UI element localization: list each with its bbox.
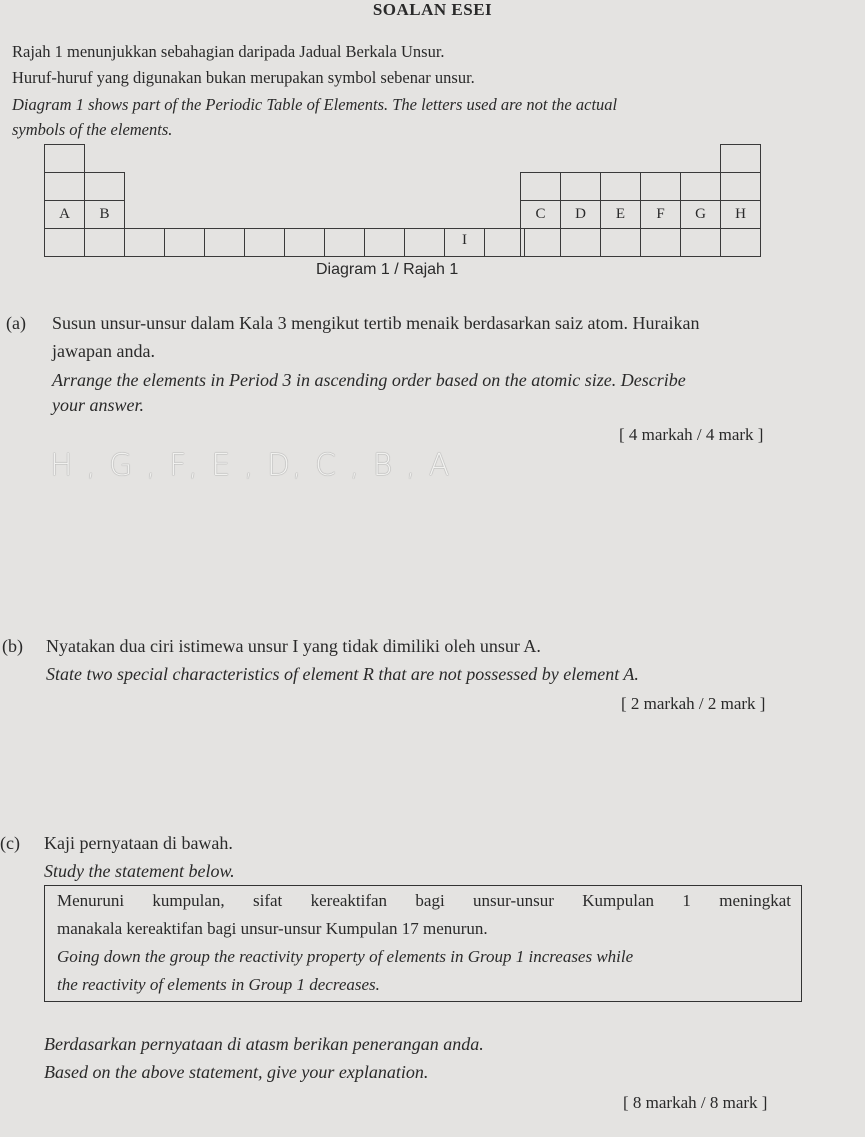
intro-ms-line1: Rajah 1 menunjukkan sebahagian daripada Jadual Berkala Unsur. [12, 42, 445, 61]
element-label-E: E [615, 206, 626, 222]
part-c-letter: (c) [0, 833, 20, 853]
table-cell [204, 228, 245, 257]
table-cell [600, 228, 641, 257]
table-cell [84, 228, 125, 257]
table-cell [720, 228, 761, 257]
statement-ms-line1: Menuruni kumpulan, sifat kereaktifan bagi unsur-unsur Kumpulan 1 meningkat [57, 891, 791, 910]
part-a-en-line2: your answer. [52, 395, 145, 415]
table-cell [244, 228, 285, 257]
part-a-marks: [ 4 markah / 4 mark ] [619, 425, 764, 444]
table-cell [44, 172, 85, 201]
table-cell [720, 144, 761, 173]
part-b-en-line: State two special characteristics of element R that are not possessed by element A. [46, 664, 639, 684]
table-cell [484, 228, 525, 257]
table-cell [520, 172, 561, 201]
part-a-ms-line2: jawapan anda. [52, 341, 155, 361]
element-label-G: G [695, 206, 706, 222]
table-cell [640, 228, 681, 257]
part-b-marks: [ 2 markah / 2 mark ] [621, 694, 766, 713]
diagram-caption: Diagram 1 / Rajah 1 [316, 261, 459, 278]
statement-box [44, 885, 802, 1002]
table-cell [124, 228, 165, 257]
intro-en-line2: symbols of the elements. [12, 120, 173, 139]
statement-en-line1: Going down the group the reactivity property of elements in Group 1 increases while [57, 947, 634, 966]
part-b-letter: (b) [2, 636, 23, 656]
part-c-ms-line: Kaji pernyataan di bawah. [44, 833, 233, 853]
table-cell-F [640, 200, 681, 229]
table-cell [520, 228, 561, 257]
table-cell-C [520, 200, 561, 229]
page-title: SOALAN ESEI [372, 0, 493, 19]
table-cell [640, 172, 681, 201]
statement-en-line2: the reactivity of elements in Group 1 decreases. [57, 975, 380, 994]
table-cell [284, 228, 325, 257]
element-label-F: F [656, 206, 665, 222]
statement-ms-line2: manakala kereaktifan bagi unsur-unsur Kumpulan 17 menurun. [57, 919, 488, 938]
intro-en-line1: Diagram 1 shows part of the Periodic Table of Elements. The letters used are not the actual [12, 95, 618, 114]
part-a-ms-line1: Susun unsur-unsur dalam Kala 3 mengikut tertib menaik berdasarkan saiz atom. Huraikan [52, 313, 700, 333]
table-cell [560, 172, 601, 201]
intro-ms-line2: Huruf-huruf yang digunakan bukan merupakan symbol sebenar unsur. [12, 68, 475, 87]
table-cell [680, 172, 721, 201]
part-c-ms-prompt: Berdasarkan pernyataan di atasm berikan penerangan anda. [44, 1034, 484, 1054]
table-cell [680, 228, 721, 257]
table-cell [560, 228, 601, 257]
element-label-B: B [99, 206, 110, 222]
element-label-C: C [535, 206, 546, 222]
table-cell [84, 172, 125, 201]
table-cell [44, 144, 85, 173]
table-cell-E [600, 200, 641, 229]
periodic-table-diagram [0, 0, 865, 280]
table-cell-I [444, 228, 485, 257]
element-label-A: A [59, 206, 70, 222]
table-cell [720, 172, 761, 201]
part-a-letter: (a) [6, 313, 26, 333]
table-cell-G [680, 200, 721, 229]
table-cell [404, 228, 445, 257]
part-b-ms-line: Nyatakan dua ciri istimewa unsur I yang tidak dimiliki oleh unsur A. [46, 636, 541, 656]
part-a-en-line1: Arrange the elements in Period 3 in ascending order based on the atomic size. Describe [52, 370, 686, 390]
part-c-en-line: Study the statement below. [44, 861, 235, 881]
table-cell [44, 228, 85, 257]
part-a-handwritten-answer: H , G , F, E , D, C , B , A [50, 448, 452, 483]
element-label-D: D [575, 206, 586, 222]
table-cell-A [44, 200, 85, 229]
element-label-H: H [735, 206, 746, 222]
element-label-I: I [462, 232, 467, 248]
table-cell-H [720, 200, 761, 229]
table-cell-D [560, 200, 601, 229]
table-cell [364, 228, 405, 257]
part-c-marks: [ 8 markah / 8 mark ] [623, 1093, 768, 1112]
table-cell [164, 228, 205, 257]
table-cell [324, 228, 365, 257]
part-c-en-prompt: Based on the above statement, give your explanation. [44, 1062, 429, 1082]
table-cell [600, 172, 641, 201]
table-cell-B [84, 200, 125, 229]
